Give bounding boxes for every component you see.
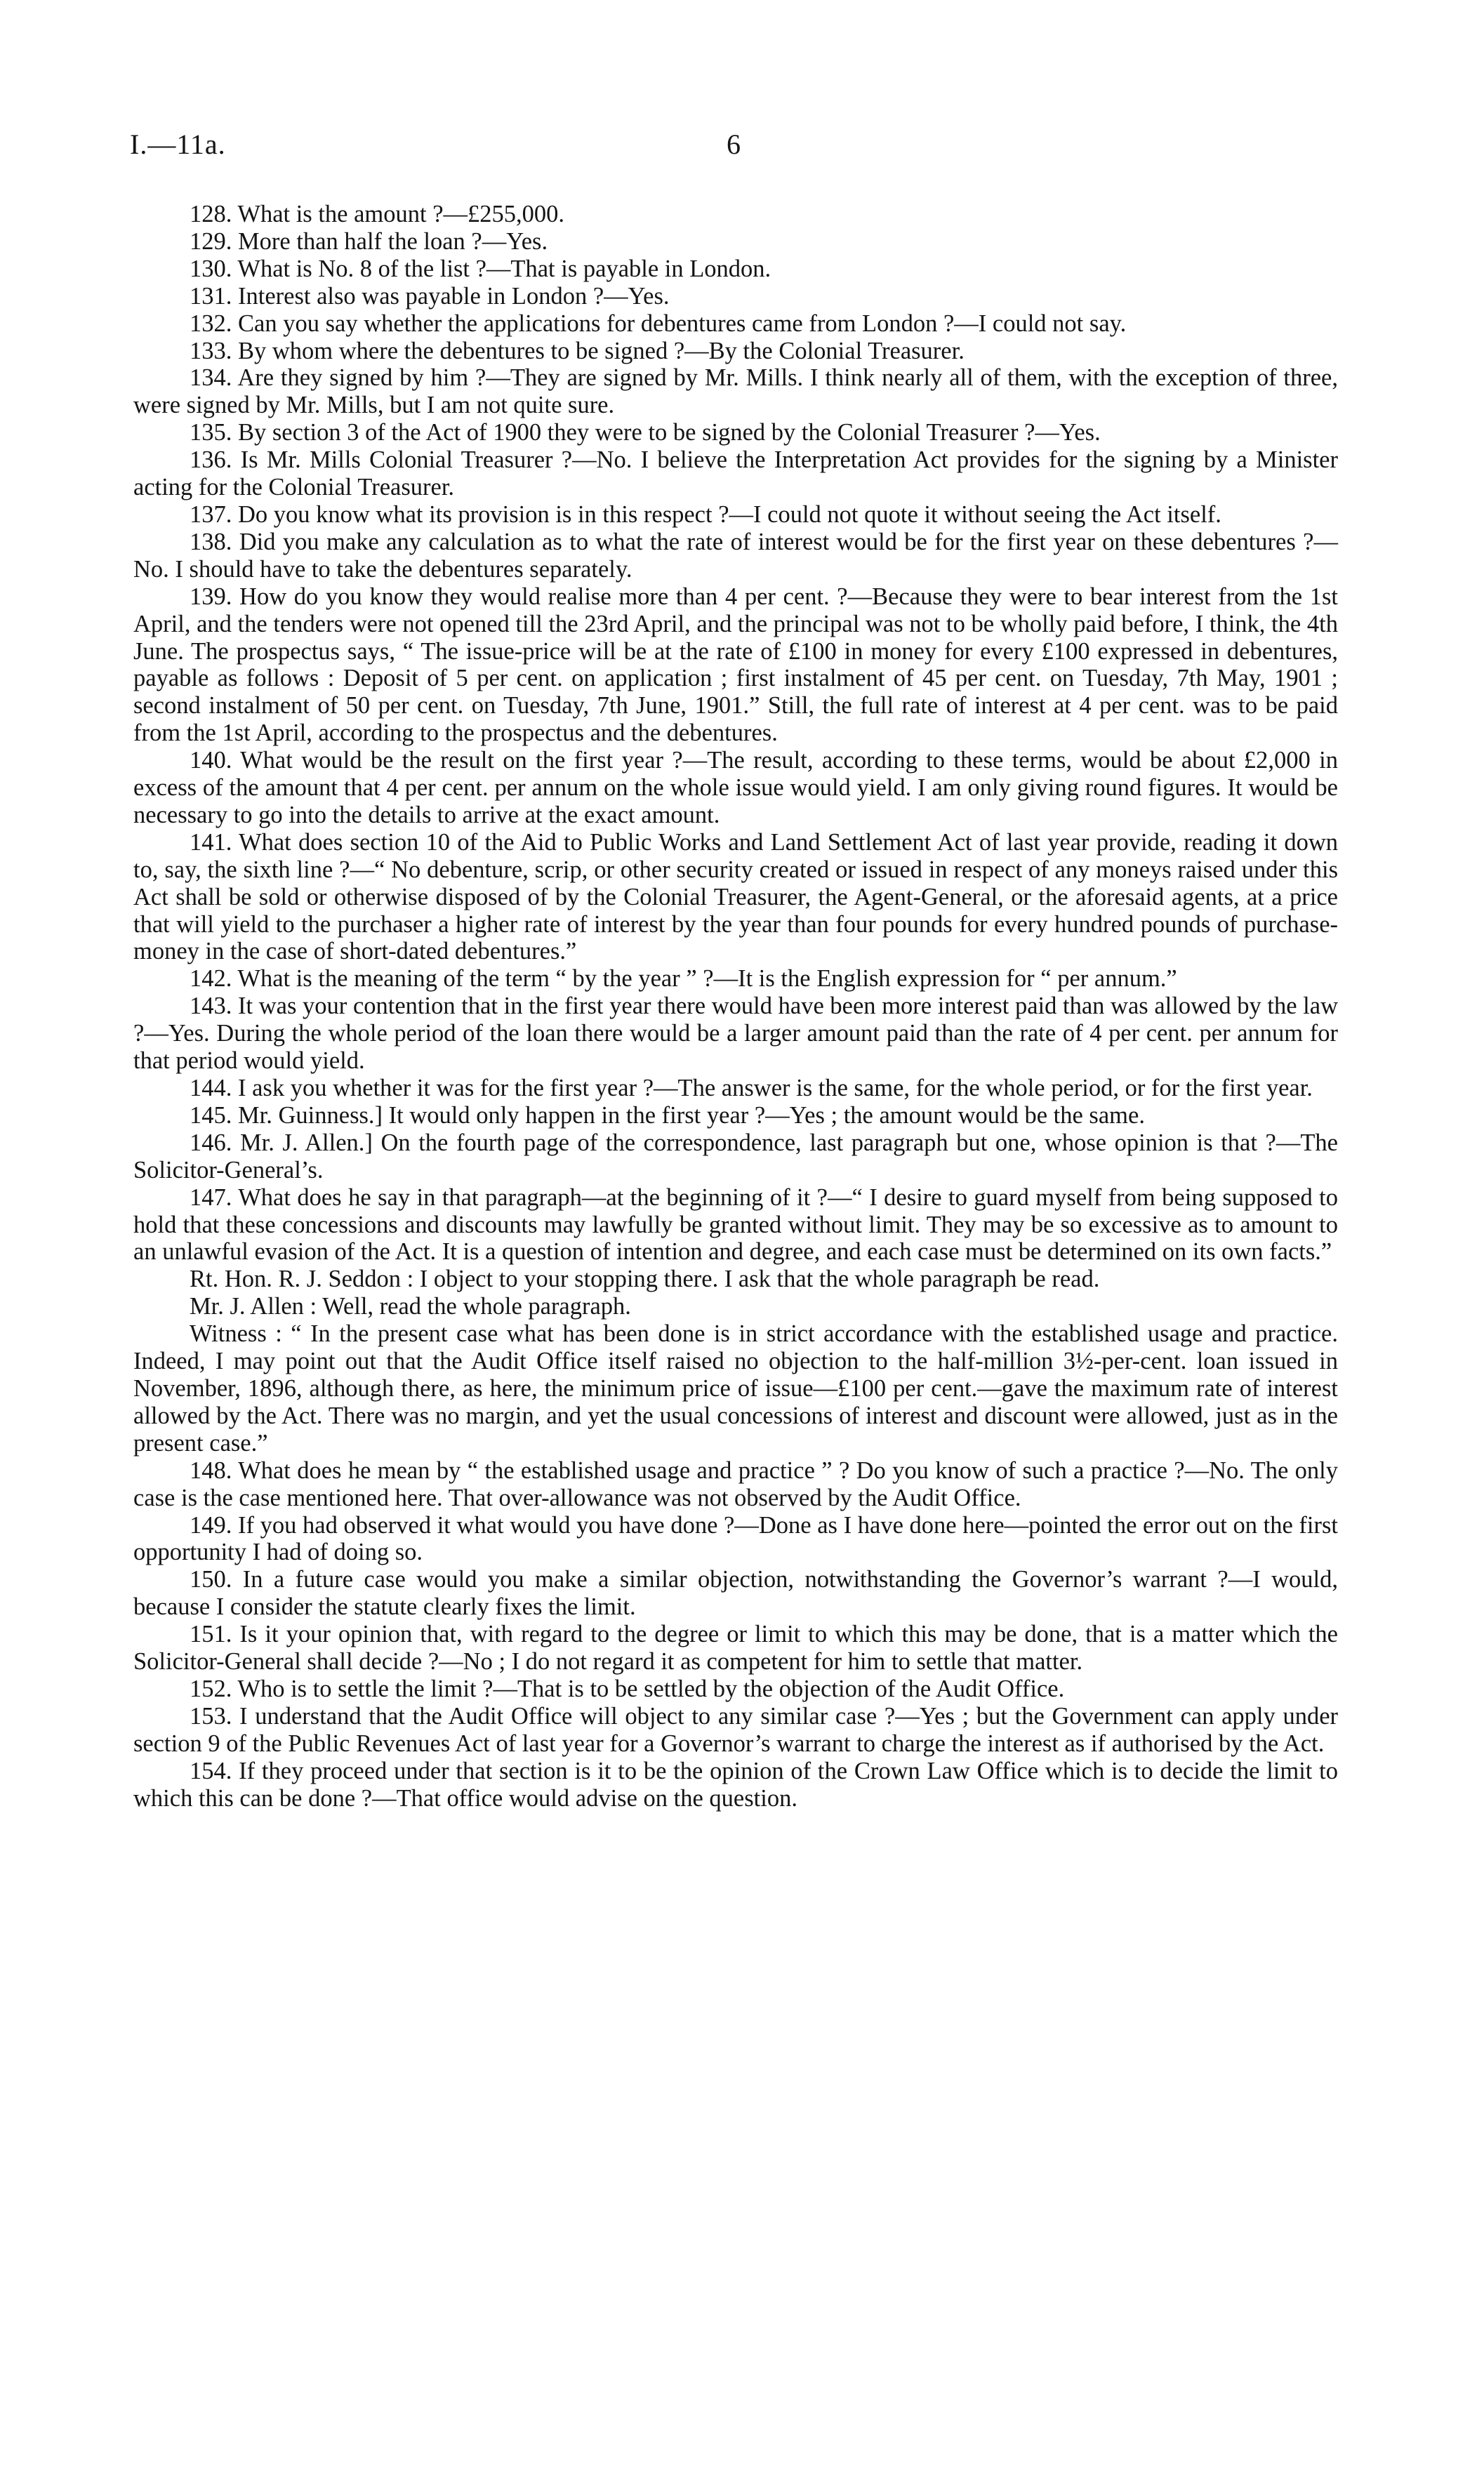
paragraph-148: 148. What does he mean by “ the established usage and practice ” ? Do you know of such a practice ?—No. The only case is the case mentioned here. That over-allowance was not observed by the Audit Office.	[133, 1457, 1338, 1511]
paragraph-128: 128. What is the amount ?—£255,000.	[190, 201, 565, 227]
paragraph-129: 129. More than half the loan ?—Yes.	[190, 227, 548, 255]
paragraph-153: 153. I understand that the Audit Office will object to any similar case ?—Yes ; but the Government can apply under section 9 of the Public Revenues Act of last year for a Governor’s warrant to charge the interest as if authorised by the Act.	[133, 1702, 1338, 1757]
paragraph-131: 131. Interest also was payable in London ?—Yes.	[190, 282, 670, 310]
paragraph-134: 134. Are they signed by him ?—They are signed by Mr. Mills. I think nearly all of them, with the exception of three, were signed by Mr. Mills, but I am not quite sure.	[133, 364, 1338, 419]
paper-reference: I.—11a.	[130, 128, 226, 160]
evidence-text	[133, 201, 1338, 1812]
paragraph-135: 135. By section 3 of the Act of 1900 they were to be signed by the Colonial Treasurer ?—Yes.	[190, 419, 1101, 446]
page-number: 6	[727, 128, 741, 160]
paragraph-139: 139. How do you know they would realise more than 4 per cent. ?—Because they were to bear interest from the 1st April, and the tenders were not opened till the 23rd April, and the principal was not to be wholly paid before, I think, the 4th June. The prospectus says, “ The issue-price will be at the rate of £100 in money for every £100 expressed in debentures, payable as follows : Deposit of 5 per cent. on application ; first instalment of 45 per cent. on Tuesday, 7th May, 1901 ; second instalment of 50 per cent. on Tuesday, 7th June, 1901.” Still, the full rate of interest at 4 per cent. was to be paid from the 1st April, according to the prospectus and the debentures.	[133, 583, 1338, 747]
page-header	[130, 128, 1337, 163]
paragraph-154: 154. If they proceed under that section is it to be the opinion of the Crown Law Office which is to decide the limit to which this can be done ?—That office would advise on the question.	[133, 1757, 1338, 1812]
paragraph-seddon: Rt. Hon. R. J. Seddon : I object to your stopping there. I ask that the whole paragraph be read.	[190, 1266, 1100, 1293]
paragraph-138: 138. Did you make any calculation as to what the rate of interest would be for the first year on these debentures ?—No. I should have to take the debentures separately.	[133, 528, 1338, 583]
paragraph-136: 136. Is Mr. Mills Colonial Treasurer ?—No. I believe the Interpretation Act provides for the signing by a Minister acting for the Colonial Treasurer.	[133, 446, 1338, 501]
paragraph-146: 146. Mr. J. Allen.] On the fourth page of the correspondence, last paragraph but one, whose opinion is that ?—The Solicitor-General’s.	[133, 1129, 1338, 1183]
paragraph-137: 137. Do you know what its provision is in this respect ?—I could not quote it without seeing the Act itself.	[190, 500, 1221, 528]
paragraph-allen: Mr. J. Allen : Well, read the whole paragraph.	[190, 1293, 631, 1320]
paragraph-145: 145. Mr. Guinness.] It would only happen in the first year ?—Yes ; the amount would be the same.	[190, 1101, 1145, 1129]
paragraph-152: 152. Who is to settle the limit ?—That is to be settled by the objection of the Audit Office.	[190, 1675, 1065, 1702]
paragraph-130: 130. What is No. 8 of the list ?—That is payable in London.	[190, 255, 771, 282]
paragraph-149: 149. If you had observed it what would you have done ?—Done as I have done here—pointed the error out on the first opportunity I had of doing so.	[133, 1511, 1338, 1566]
paragraph-151: 151. Is it your opinion that, with regard to the degree or limit to which this may be done, that is a matter which the Solicitor-General shall decide ?—No ; I do not regard it as competent for him to settle that matter.	[133, 1621, 1338, 1676]
paragraph-142: 142. What is the meaning of the term “ by the year ” ?—It is the English expression for “ per annum.”	[190, 965, 1177, 993]
paragraph-140: 140. What would be the result on the first year ?—The result, according to these terms, would be about £2,000 in excess of the amount that 4 per cent. per annum on the whole issue would yield. I am only giving round figures. It would be necessary to go into the details to arrive at the exact amount.	[133, 747, 1338, 828]
paragraph-150: 150. In a future case would you make a similar objection, notwithstanding the Governor’s warrant ?—I would, because I consider the statute clearly fixes the limit.	[133, 1566, 1338, 1621]
paragraph-133: 133. By whom where the debentures to be signed ?—By the Colonial Treasurer.	[190, 337, 965, 364]
paragraph-147: 147. What does he say in that paragraph—at the beginning of it ?—“ I desire to guard myself from being supposed to hold that these concessions and discounts may lawfully be granted without limit. They may be so excessive as to amount to an unlawful evasion of the Act. It is a question of intention and degree, and each case must be determined on its own facts.”	[133, 1183, 1338, 1266]
paragraph-132: 132. Can you say whether the applications for debentures came from London ?—I could not say.	[190, 310, 1127, 337]
paragraph-141: 141. What does section 10 of the Aid to Public Works and Land Settlement Act of last year provide, reading it down to, say, the sixth line ?—“ No debenture, scrip, or other security created or issued in respect of any moneys raised under this Act shall be sold or otherwise disposed of by the Colonial Treasurer, the Agent-General, or the aforesaid agents, at a price that will yield to the purchaser a higher rate of interest by the year than four pounds for every hundred pounds of purchase-money in the case of short-dated debentures.”	[133, 828, 1338, 965]
paragraph-144: 144. I ask you whether it was for the first year ?—The answer is the same, for the whole period, or for the first year.	[190, 1075, 1313, 1101]
paragraph-143: 143. It was your contention that in the first year there would have been more interest paid than was allowed by the law ?—Yes. During the whole period of the loan there would be a larger amount paid than the rate of 4 per cent. per annum for that period would yield.	[133, 993, 1338, 1075]
paragraph-witness: Witness : “ In the present case what has been done is in strict accordance with the established usage and practice. Indeed, I may point out that the Audit Office itself raised no objection to the half-million 3½-per-cent. loan issued in November, 1896, although there, as here, the minimum price of issue—£100 per cent.—gave the maximum rate of interest allowed by the Act. There was no margin, and yet the usual concessions of interest and discount were allowed, just as in the present case.”	[133, 1320, 1338, 1457]
